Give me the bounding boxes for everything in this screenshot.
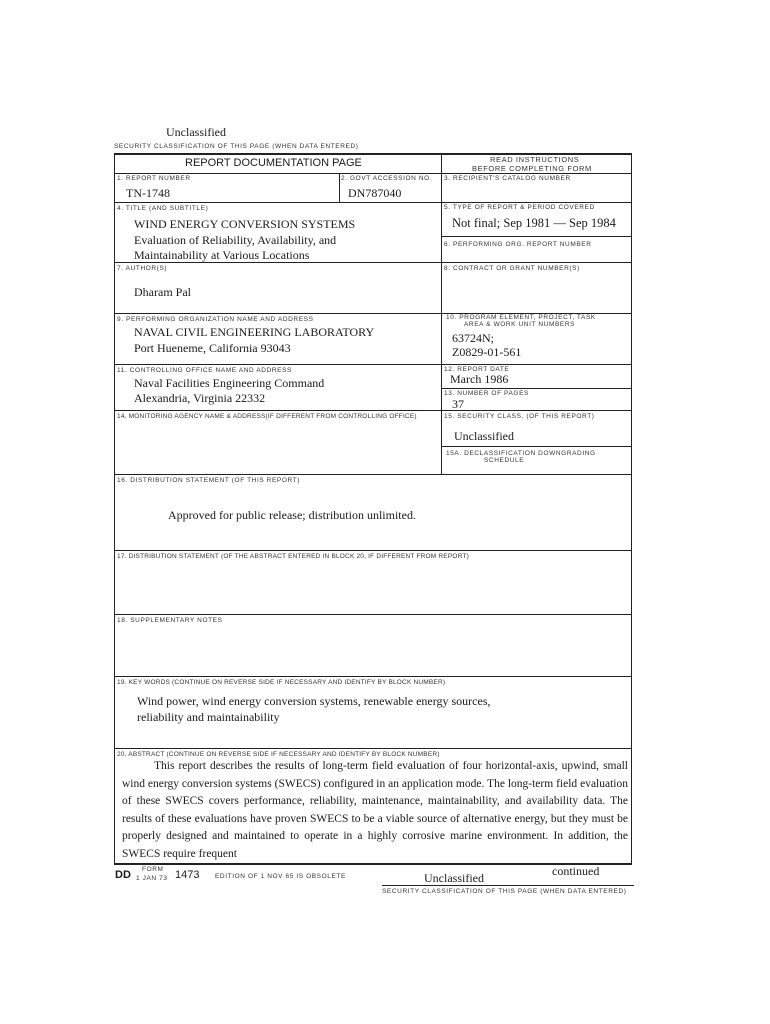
report-date-label: 12. REPORT DATE bbox=[444, 366, 510, 373]
security-class-label: 15. SECURITY CLASS. (OF THIS REPORT) bbox=[444, 413, 595, 420]
title-line-3: Maintainability at Various Locations bbox=[134, 248, 310, 262]
performing-org-line-1: NAVAL CIVIL ENGINEERING LABORATORY bbox=[134, 325, 375, 339]
page-count-value: 37 bbox=[452, 397, 464, 411]
title-line-1: WIND ENERGY CONVERSION SYSTEMS bbox=[134, 217, 356, 231]
report-type-value: Not final; Sep 1981 — Sep 1984 bbox=[452, 216, 616, 230]
distribution-statement-label: 16. DISTRIBUTION STATEMENT (OF THIS REPORT) bbox=[117, 477, 301, 484]
govt-accession-label: 2. GOVT ACCESSION NO. bbox=[341, 175, 433, 182]
report-number-value: TN-1748 bbox=[126, 186, 170, 200]
program-element-label-1: 10. PROGRAM ELEMENT, PROJECT, TASK bbox=[446, 314, 596, 321]
controlling-office-line-1: Naval Facilities Engineering Command bbox=[134, 376, 325, 390]
form-date: 1 JAN 73 bbox=[136, 875, 168, 882]
top-classification: Unclassified bbox=[166, 125, 226, 139]
controlling-office-label: 11. CONTROLLING OFFICE NAME AND ADDRESS bbox=[117, 367, 292, 374]
form-number: 1473 bbox=[175, 869, 200, 881]
title-line-2: Evaluation of Reliability, Availability, and bbox=[134, 233, 337, 247]
edition-note: EDITION OF 1 NOV 65 IS OBSOLETE bbox=[215, 873, 346, 880]
performing-org-label: 9. PERFORMING ORGANIZATION NAME AND ADDRESS bbox=[117, 316, 314, 323]
program-element-line-2: Z0829-01-561 bbox=[452, 345, 522, 359]
form-title: REPORT DOCUMENTATION PAGE bbox=[185, 157, 362, 169]
form-dd: DD bbox=[115, 869, 131, 881]
controlling-office-line-2: Alexandria, Virginia 22332 bbox=[134, 391, 266, 405]
report-type-label: 5. TYPE OF REPORT & PERIOD COVERED bbox=[444, 204, 595, 211]
declassification-label-2: SCHEDULE bbox=[484, 457, 525, 464]
supplementary-notes-label: 18. SUPPLEMENTARY NOTES bbox=[117, 617, 223, 624]
recipient-catalog-label: 3. RECIPIENT'S CATALOG NUMBER bbox=[444, 175, 571, 182]
security-caption-bottom: SECURITY CLASSIFICATION OF THIS PAGE (WHEN DATA ENTERED) bbox=[382, 888, 627, 895]
report-date-value: March 1986 bbox=[450, 372, 509, 386]
form-word: FORM bbox=[142, 866, 164, 873]
performing-org-line-2: Port Hueneme, California 93043 bbox=[134, 341, 291, 355]
program-element-line-1: 63724N; bbox=[452, 331, 494, 345]
contract-number-label: 8. CONTRACT OR GRANT NUMBER(S) bbox=[444, 265, 580, 272]
key-words-line-1: Wind power, wind energy conversion systems, renewable energy sources, bbox=[137, 694, 491, 708]
security-class-value: Unclassified bbox=[454, 429, 514, 443]
abstract-distribution-label: 17. DISTRIBUTION STATEMENT (OF THE ABSTRACT ENTERED IN BLOCK 20, IF DIFFERENT FROM REPORT) bbox=[117, 553, 469, 560]
key-words-line-2: reliability and maintainability bbox=[137, 710, 280, 724]
abstract-text bbox=[122, 758, 628, 863]
abstract-label: 20. ABSTRACT (CONTINUE ON REVERSE SIDE IF NECESSARY AND IDENTIFY BY BLOCK NUMBER) bbox=[117, 751, 440, 758]
continued-note: continued bbox=[552, 864, 600, 878]
abstract-paragraph: This report describes the results of long-term field evaluation of four horizontal-axis, upwind, small wind energy conversion systems (SWECS) configured in an application mode. The long-term field evaluation of these SWECS covers performance, reliability, maintenance, maintainability, and availability data. The results of these evaluations have proven SWECS to be a viable source of alternative energy, but they must be properly designed and maintained to operate in a highly corrosive marine environment. In addition, the SWECS require frequent bbox=[122, 760, 628, 860]
report-number-label: 1. REPORT NUMBER bbox=[117, 175, 191, 182]
bottom-classification: Unclassified bbox=[424, 871, 484, 885]
author-value: Dharam Pal bbox=[134, 285, 191, 299]
distribution-statement-value: Approved for public release; distribution unlimited. bbox=[168, 508, 416, 522]
performing-org-report-label: 6. PERFORMING ORG. REPORT NUMBER bbox=[444, 241, 592, 248]
declassification-label-1: 15A. DECLASSIFICATION DOWNGRADING bbox=[446, 450, 596, 457]
monitoring-agency-label: 14. MONITORING AGENCY NAME & ADDRESS(IF DIFFERENT FROM CONTROLLING OFFICE) bbox=[117, 413, 417, 420]
key-words-label: 19. KEY WORDS (CONTINUE ON REVERSE SIDE IF NECESSARY AND IDENTIFY BY BLOCK NUMBER) bbox=[117, 679, 446, 686]
security-caption-top: SECURITY CLASSIFICATION OF THIS PAGE (WHEN DATA ENTERED) bbox=[114, 143, 359, 150]
page-count-label: 13. NUMBER OF PAGES bbox=[444, 390, 529, 397]
govt-accession-value: DN787040 bbox=[348, 186, 402, 200]
instructions-line-2: BEFORE COMPLETING FORM bbox=[472, 164, 592, 173]
instructions-line-1: READ INSTRUCTIONS bbox=[490, 155, 580, 164]
title-label: 4. TITLE (AND SUBTITLE) bbox=[117, 205, 209, 212]
author-label: 7. AUTHOR(S) bbox=[117, 265, 168, 272]
program-element-label-2: AREA & WORK UNIT NUMBERS bbox=[464, 321, 576, 328]
